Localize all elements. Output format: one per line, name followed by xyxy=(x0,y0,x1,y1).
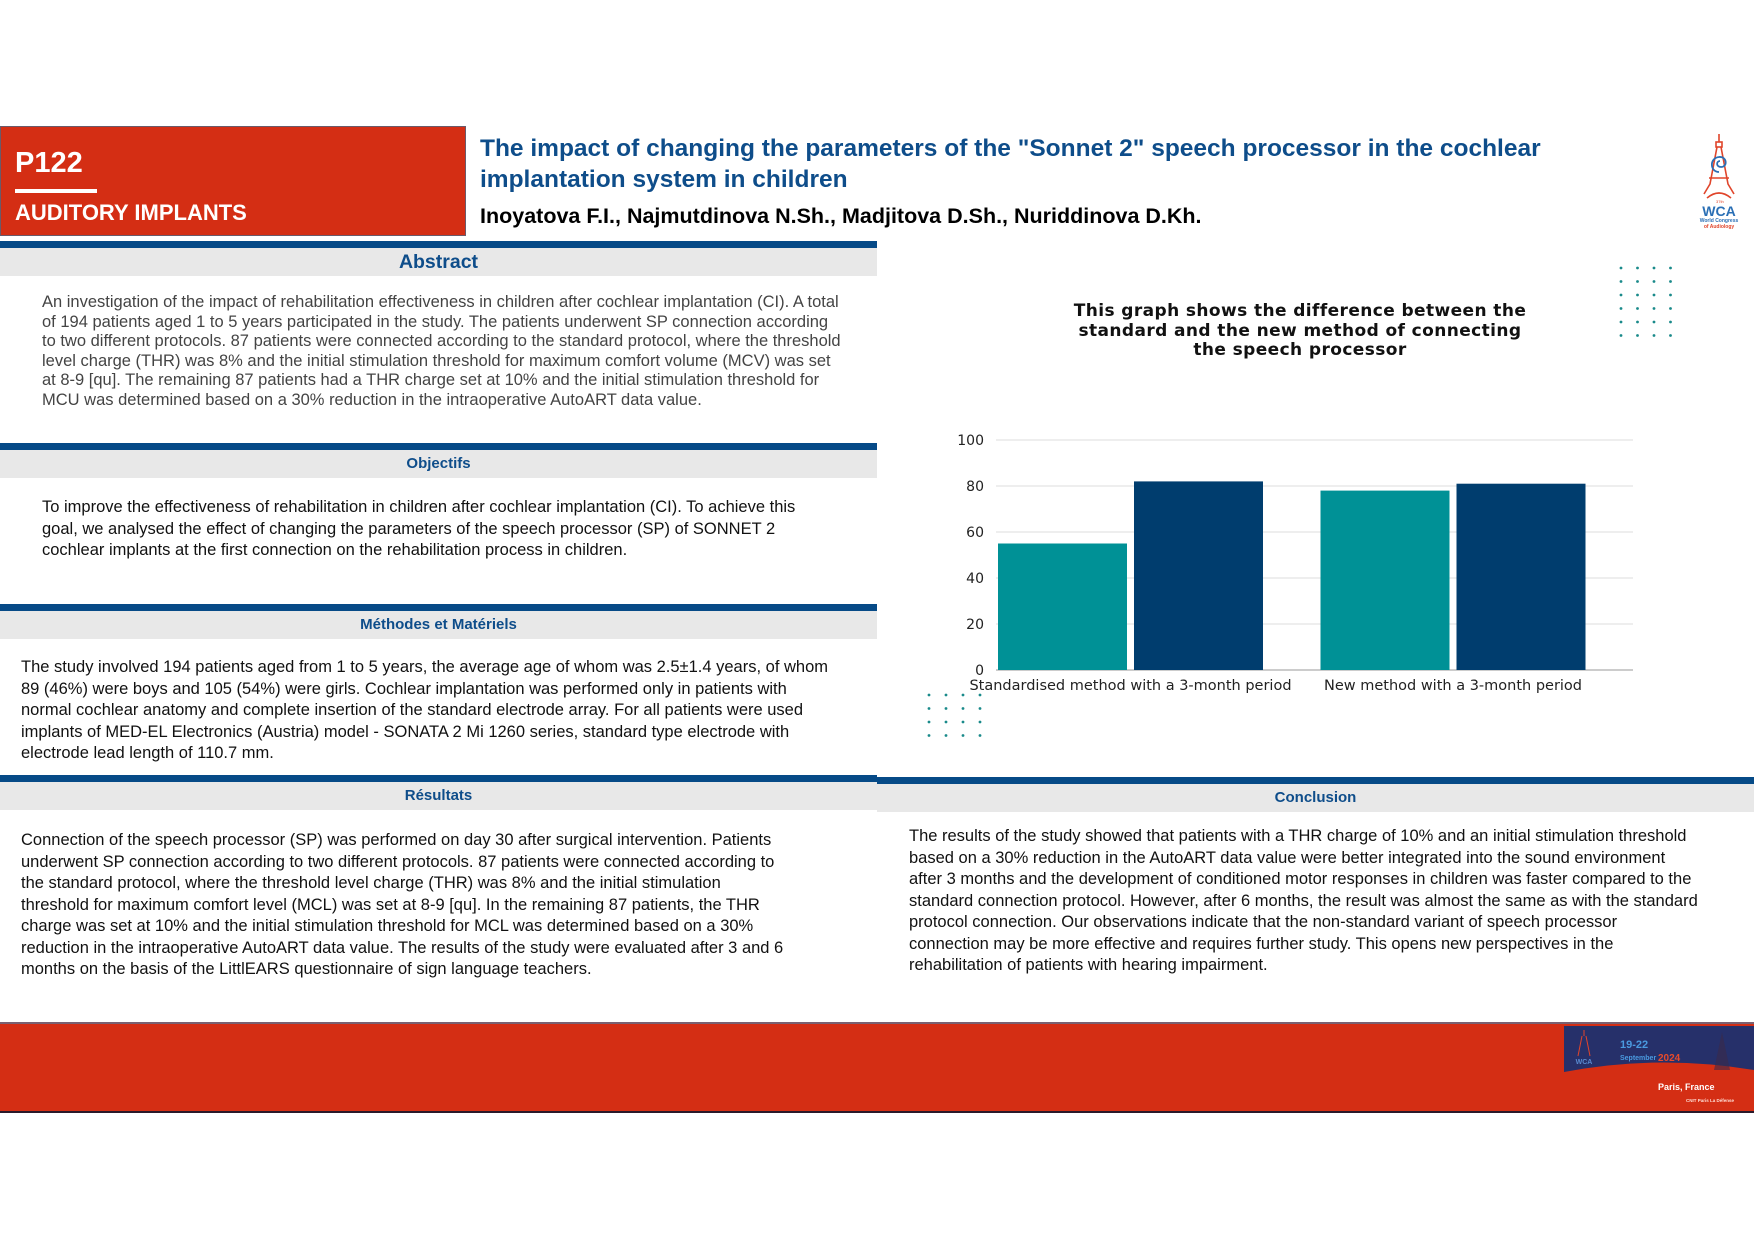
dot xyxy=(1636,334,1639,337)
dot xyxy=(1620,294,1623,297)
dot xyxy=(1669,267,1672,270)
dot xyxy=(1653,280,1656,283)
wca-logo xyxy=(1690,132,1748,230)
bar-series-2-0 xyxy=(1134,481,1263,670)
banner-venue: CNIT Paris La Défense xyxy=(1686,1098,1735,1103)
dot xyxy=(1636,321,1639,324)
y-tick-label: 40 xyxy=(966,571,984,587)
poster-authors: Inoyatova F.I., Najmutdinova N.Sh., Madjitova D.Sh., Nuriddinova D.Kh. xyxy=(480,204,1202,228)
logo-line1: World Congress xyxy=(1699,218,1739,224)
logo-mark: WCA xyxy=(1702,203,1736,219)
dot xyxy=(962,707,965,710)
methodes-text: The study involved 194 patients aged from 1 to 5 years, the average age of whom was 2.5±1.4 years, of whom 89 (46%) were boys and 105 (54%) were girls. Cochlear implantation was performed only in patients with normal cochlear anatomy and complete insertion of the standard electrode array. For all patients were used implants of MED-EL Electronics (Austria) model - SONATA 2 Mi 1260 series, standard type electrode with electrode lead length of 110.7 mm. xyxy=(21,658,829,762)
dot xyxy=(1669,307,1672,310)
section-heading-objectifs: Objectifs xyxy=(0,443,877,478)
dot xyxy=(1620,321,1623,324)
logo-superscript: 37th xyxy=(1716,199,1724,204)
y-tick-label: 0 xyxy=(975,663,984,679)
abstract-text: An investigation of the impact of rehabilitation effectiveness in children after cochlear implantation (CI). A total of 194 patients aged 1 to 5 years participated in the study. The patients underwent SP connection according to two different protocols. 87 patients were connected according to the standard protocol, where the threshold level charge (THR) was 8% and the initial stimulation threshold for maximum comfort volume (MCV) was set at 8-9 [qu]. The remaining 87 patients had a THR charge set at 10% and the initial stimulation threshold for MCU was determined based on a 30% reduction in the intraoperative AutoART data value. xyxy=(42,293,841,409)
dot xyxy=(1636,280,1639,283)
code-underline xyxy=(15,189,97,193)
dot xyxy=(928,694,931,697)
dot xyxy=(962,694,965,697)
objectifs-text: To improve the effectiveness of rehabilitation in children after cochlear implantation (CI). To achieve this goal, we analysed the effect of changing the parameters of the speech processor (SP) of SONNET 2 cochlear implants at the first connection on the rehabilitation process in children. xyxy=(42,498,796,559)
dot xyxy=(1653,307,1656,310)
dot xyxy=(945,707,948,710)
dot xyxy=(1653,321,1656,324)
dot xyxy=(1669,294,1672,297)
congress-banner xyxy=(1564,1024,1754,1111)
poster-code-box xyxy=(0,126,466,236)
logo-line2: of Audiology xyxy=(1703,224,1735,230)
banner-city: Paris, France xyxy=(1658,1082,1715,1092)
banner-month: September xyxy=(1620,1055,1657,1062)
bar-chart xyxy=(930,425,1650,705)
section-heading-conclusion: Conclusion xyxy=(877,777,1754,812)
dot xyxy=(1620,334,1623,337)
decorative-dots-bottom xyxy=(926,692,986,747)
dot xyxy=(1620,307,1623,310)
dot xyxy=(1620,280,1623,283)
dot xyxy=(1636,294,1639,297)
section-heading-methodes: Méthodes et Matériels xyxy=(0,604,877,639)
dot xyxy=(945,694,948,697)
dot xyxy=(979,734,982,737)
dot xyxy=(1636,307,1639,310)
dot xyxy=(1669,280,1672,283)
dot xyxy=(1636,267,1639,270)
bar-series-2-1 xyxy=(1457,484,1586,670)
dot xyxy=(1620,267,1623,270)
bar-series-1-1 xyxy=(1321,491,1450,670)
dot xyxy=(945,721,948,724)
chart-title: This graph shows the difference between the standard and the new method of connecting the speech processor xyxy=(1073,301,1527,360)
dot xyxy=(1653,334,1656,337)
dot xyxy=(979,721,982,724)
dot xyxy=(945,734,948,737)
bar-series-1-0 xyxy=(998,544,1127,671)
decorative-dots-top xyxy=(1618,265,1678,346)
dot xyxy=(1669,321,1672,324)
dot xyxy=(979,694,982,697)
y-tick-label: 60 xyxy=(966,525,984,541)
poster-category: AUDITORY IMPLANTS xyxy=(15,200,247,225)
dot xyxy=(1653,294,1656,297)
banner-logo-mark: WCA xyxy=(1575,1059,1593,1066)
poster-code: P122 xyxy=(15,147,83,179)
dot xyxy=(962,734,965,737)
resultats-text: Connection of the speech processor (SP) was performed on day 30 after surgical intervention. Patients underwent SP connection according to two different protocols. 87 patients were connected according to the standard protocol, where the threshold level charge (THR) was 8% and the initial stimulation threshold for maximum comfort level (MCL) was set at 8-9 [qu]. In the remaining 87 patients, the THR charge was set at 10% and the initial stimulation threshold for MCL was determined based on a 30% reduction in the intraoperative AutoART data value. The results of the study were evaluated after 3 and 6 months on the basis of the LittlEARS questionnaire of sign language teachers. xyxy=(21,831,784,978)
conclusion-text: The results of the study showed that patients with a THR charge of 10% and an initial stimulation threshold based on a 30% reduction in the AutoART data value were better integrated into the sound environment after 3 months and the development of conditioned motor responses in children was faster compared to the standard connection protocol. However, after 6 months, the result was almost the same as with the standard protocol connection. Our observations indicate that the non-standard variant of speech processor connection may be more effective and requires further study. This opens new perspectives in the rehabilitation of patients with hearing impairment. xyxy=(909,827,1698,974)
y-tick-label: 100 xyxy=(957,433,984,449)
dot xyxy=(928,707,931,710)
dot xyxy=(962,721,965,724)
footer-band xyxy=(0,1022,1754,1113)
x-category-label: New method with a 3-month period xyxy=(1323,678,1583,694)
dot xyxy=(1653,267,1656,270)
y-tick-label: 80 xyxy=(966,479,984,495)
y-tick-label: 20 xyxy=(966,617,984,633)
poster-title: The impact of changing the parameters of the "Sonnet 2" speech processor in the cochlear implantation system in children xyxy=(480,135,1541,193)
dot xyxy=(928,734,931,737)
section-heading-resultats: Résultats xyxy=(0,775,877,810)
dot xyxy=(979,707,982,710)
x-category-label: Standardised method with a 3-month period xyxy=(969,678,1292,694)
banner-dates: 19-22 xyxy=(1620,1039,1649,1051)
banner-year: 2024 xyxy=(1658,1053,1681,1064)
section-heading-abstract: Abstract xyxy=(0,241,877,276)
dot xyxy=(1669,334,1672,337)
dot xyxy=(928,721,931,724)
